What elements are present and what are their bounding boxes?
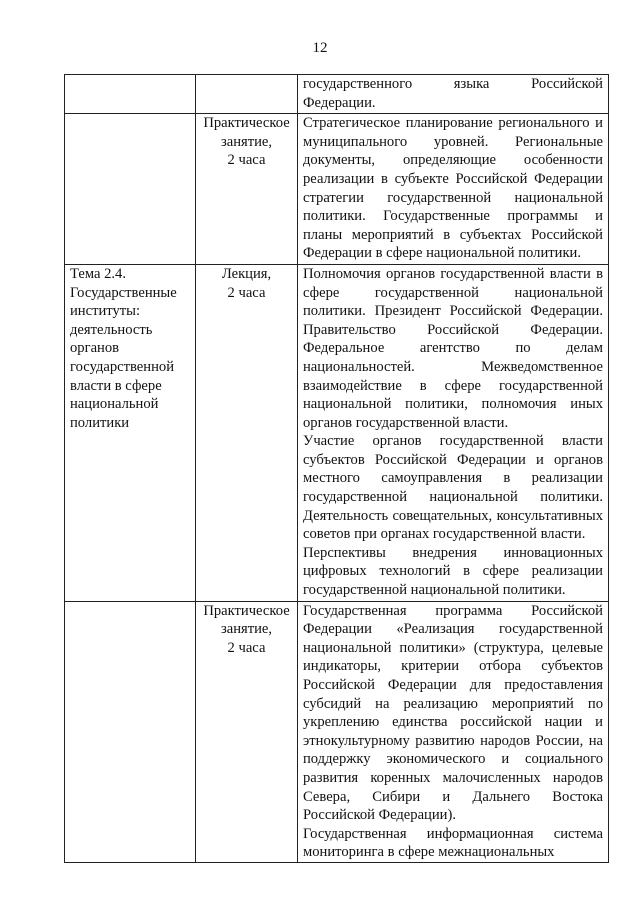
content-cell [298,114,609,265]
content-paragraph: государственного языка Российской Федерации. [303,76,603,111]
table-row [65,114,609,265]
topic-cell: Тема 2.4. Государственные институты: деятельность органов государственной власти в сфере национальной политики [65,264,196,601]
session-hours: 2 часа [227,284,266,301]
topic-cell [65,601,196,862]
session-type-label: Практическое занятие, [203,602,290,638]
content-paragraph: Государственная информационная система мониторинга в сфере межнациональных [303,825,603,861]
session-hours: 2 часа [227,152,266,169]
session-type-label: Практическое занятие, [203,115,290,150]
table-row [65,601,609,862]
curriculum-table [64,74,609,863]
session-type-cell [196,264,298,601]
session-type-cell [196,75,298,114]
session-type-cell [196,114,298,265]
content-paragraph: Стратегическое планирование регионального и муниципального уровней. Региональные документы, определяющие особенности реализации в субъекте Российской Федерации стратегии государственной национальной политики. Государственные программы и планы мероприятий в субъектах Российской Федерации в сфере национальной политики. [303,115,603,262]
page-number: 12 [312,40,328,56]
session-hours: 2 часа [227,639,266,656]
topic-cell [65,75,196,114]
content-paragraph: Перспективы внедрения инновационных цифровых технологий в сфере реализации государственной национальной политики. [303,544,603,599]
content-cell [298,75,609,114]
content-paragraph: Участие органов государственной власти субъектов Российской Федерации и органов местного самоуправления в реализации государственной национальной политики. Деятельность совещательных, консультативных советов при органах государственной власти. [303,433,603,543]
content-cell [298,264,609,601]
table-row [65,264,609,601]
content-paragraph: Государственная программа Российской Федерации «Реализация государственной национальной политики» (структура, целевые индикаторы, критерии отбора субъектов Российской Федерации для предоставления субсидий на реализацию мероприятий по укреплению единства российской нации и этнокультурному развитию народов России, на поддержку экономического и социального развития коренных малочисленных народов Севера, Сибири и Дальнего Востока Российской Федерации). [303,602,603,824]
session-type-cell [196,601,298,862]
content-cell [298,601,609,862]
session-type-label: Лекция, [221,265,272,282]
table-row [65,75,609,114]
topic-cell [65,114,196,265]
content-paragraph: Полномочия органов государственной власти в сфере государственной национальной политики. Президент Российской Федерации. Правительство Российской Федерации. Федеральное агентство по делам национальностей. Межведомственное взаимодействие в сфере государственной национальной политики, полномочия иных органов государственной власти. [303,265,603,431]
